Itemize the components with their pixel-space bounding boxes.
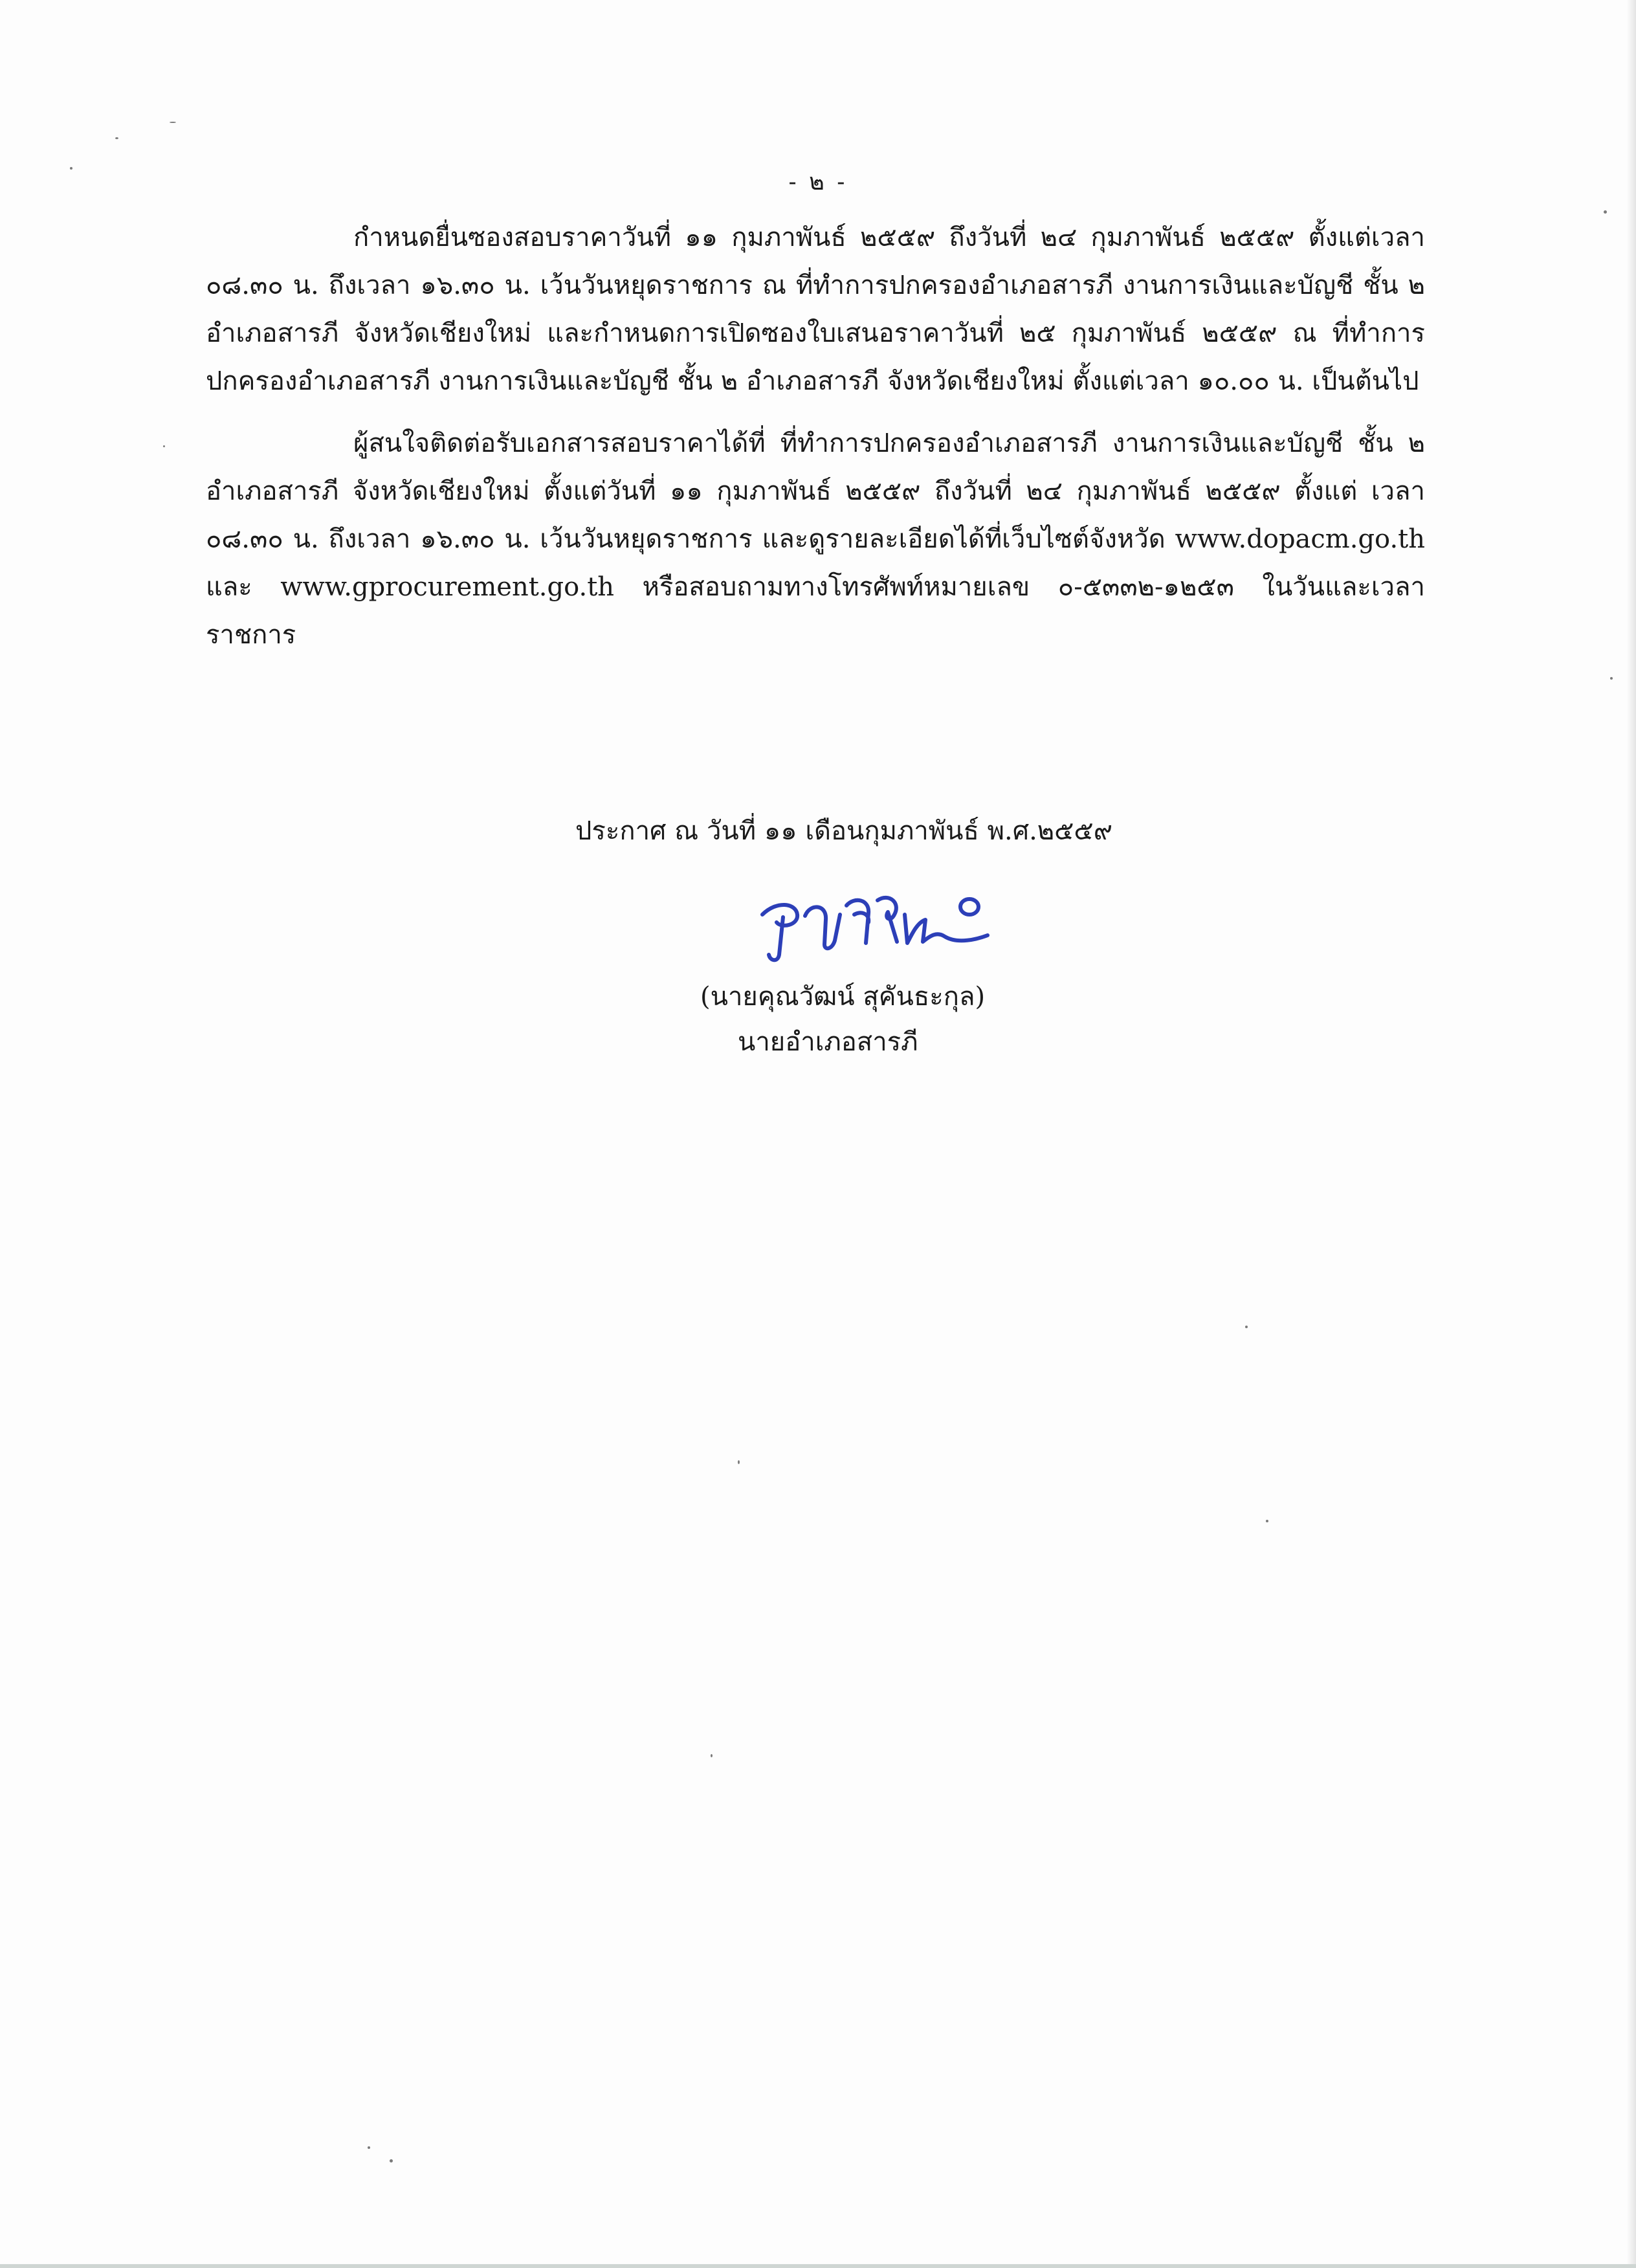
signer-title: นายอำเภอสารภี [738,1027,918,1057]
scan-speck [711,1754,713,1757]
scan-speck [170,122,176,123]
scan-speck [368,2146,370,2149]
handwritten-signature [751,877,997,968]
scan-speck [1245,1326,1248,1328]
page-number: - ๒ - [788,169,848,195]
announcement-date: ประกาศ ณ วันที่ ๑๑ เดือนกุมภาพันธ์ พ.ศ.๒๕๕๙ [575,816,1113,846]
document-body [206,214,1425,659]
scan-edge-bottom [0,2264,1636,2268]
scan-speck [390,2159,393,2162]
scan-speck [115,137,118,139]
signer-name: (นายคุณวัฒน์ สุคันธะกุล) [700,982,986,1012]
scan-speck [1266,1520,1268,1522]
paragraph-document-pickup: ผู้สนใจติดต่อรับเอกสารสอบราคาได้ที่ ที่ทำการปกครองอำเภอสารภี งานการเงินและบัญชี ชั้น ๒ อำเภอสารภี จังหวัดเชียงใหม่ ตั้งแต่วันที่ ๑๑ กุมภาพันธ์ ๒๕๕๙ ถึงวันที่ ๒๔ กุมภาพันธ์ ๒๕๕๙ ตั้งแต่ เวลา ๐๘.๓๐ น. ถึงเวลา ๑๖.๓๐ น. เว้นวันหยุดราชการ และดูรายละเอียดได้ที่เว็บไซต์จังหวัด www.dopacm.go.th และ www.gprocurement.go.th หรือสอบถามทางโทรศัพท์หมายเลข ๐-๕๓๓๒-๑๒๕๓ ในวันและเวลาราชการ [206,428,1425,650]
scan-speck [1604,210,1607,214]
paragraph-bid-submission: กำหนดยื่นซองสอบราคาวันที่ ๑๑ กุมภาพันธ์ ๒๕๕๙ ถึงวันที่ ๒๔ กุมภาพันธ์ ๒๕๕๙ ตั้งแต่เวลา ๐๘.๓๐ น. ถึงเวลา ๑๖.๓๐ น. เว้นวันหยุดราชการ ณ ที่ทำการปกครองอำเภอสารภี งานการเงินและบัญชี ชั้น ๒ อำเภอสารภี จังหวัดเชียงใหม่ และกำหนดการเปิดซองใบเสนอราคาวันที่ ๒๕ กุมภาพันธ์ ๒๕๕๙ ณ ที่ทำการปกครองอำเภอสารภี งานการเงินและบัญชี ชั้น ๒ อำเภอสารภี จังหวัดเชียงใหม่ ตั้งแต่เวลา ๑๐.๐๐ น. เป็นต้นไป [206,223,1425,396]
scan-speck [738,1460,740,1464]
scan-speck [1610,677,1613,680]
scan-edge-right [1627,0,1636,2268]
scan-speck [163,445,165,447]
